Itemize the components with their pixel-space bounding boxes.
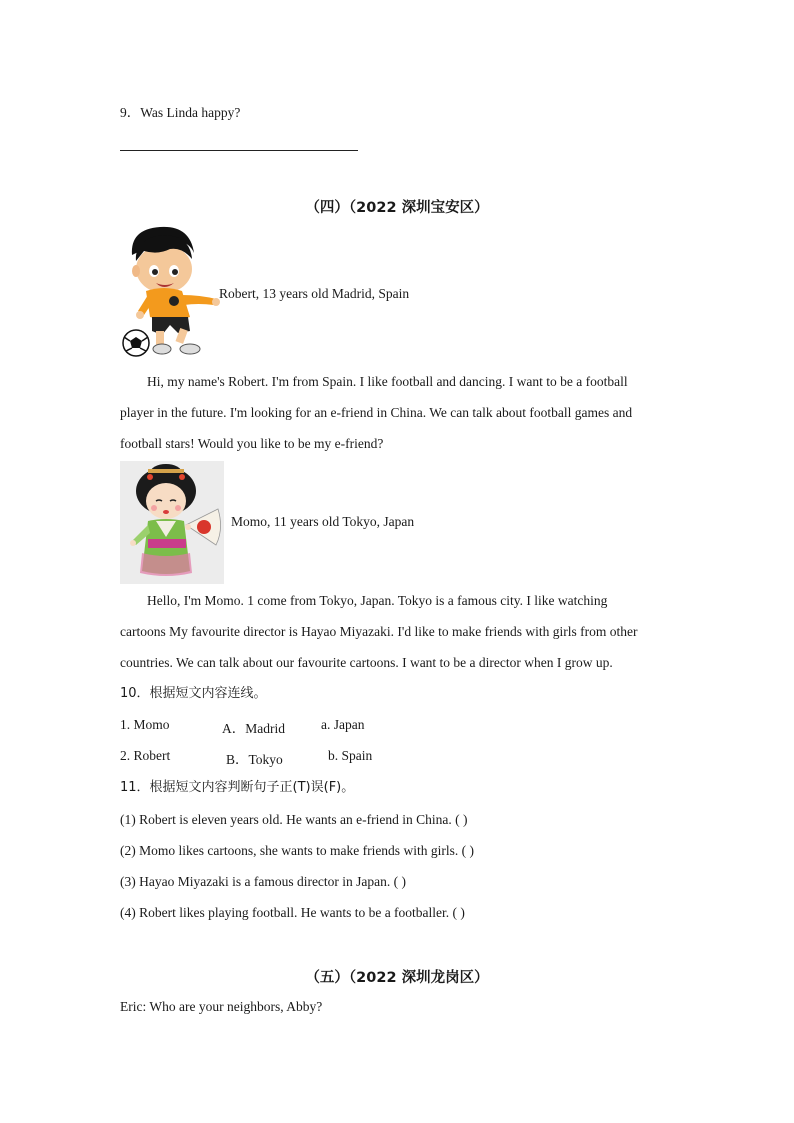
- momo-line-3: countries. We can talk about our favourite cartoons. I want to be a director when I grow up.: [120, 655, 613, 670]
- match-city: B．Tokyo: [226, 752, 283, 767]
- match-country: b. Spain: [328, 748, 373, 763]
- boy-footballer-illustration: [120, 225, 220, 360]
- robert-line-1-text: Hi, my name's Robert. I'm from Spain. I like football and dancing. I want to be a football: [147, 374, 628, 389]
- question-9: 9．Was Linda happy?: [120, 105, 241, 120]
- match-name: 2. Robert: [120, 748, 171, 763]
- robert-caption: Robert, 13 years old Madrid, Spain: [219, 286, 410, 301]
- section-4-title: （四）（2022 深圳宝安区）: [305, 200, 489, 216]
- judge-item-1: (1) Robert is eleven years old. He wants an e-friend in China. ( ): [120, 812, 468, 827]
- robert-paragraph: [120, 366, 680, 459]
- girl-kimono-illustration: [120, 461, 224, 584]
- answer-line: [120, 150, 358, 151]
- momo-caption: Momo, 11 years old Tokyo, Japan: [231, 514, 415, 529]
- judge-item-2: (2) Momo likes cartoons, she wants to make friends with girls. ( ): [120, 843, 474, 858]
- dialog-line-1: Eric: Who are your neighbors, Abby?: [120, 999, 323, 1014]
- question-11-title: 11．根据短文内容判断句子正(T)误(F)。: [120, 780, 355, 795]
- match-name: 1. Momo: [120, 717, 170, 732]
- momo-paragraph: [120, 585, 680, 678]
- judge-item-4: (4) Robert likes playing football. He wants to be a footballer. ( ): [120, 905, 465, 920]
- section-5-title: （五）（2022 深圳龙岗区）: [305, 970, 489, 986]
- match-city: A．Madrid: [222, 721, 285, 736]
- robert-line-1: [120, 366, 680, 397]
- match-country: a. Japan: [321, 717, 365, 732]
- judge-item-3: (3) Hayao Miyazaki is a famous director in Japan. ( ): [120, 874, 407, 889]
- momo-line-1-text: Hello, I'm Momo. 1 come from Tokyo, Japan. Tokyo is a famous city. I like watching: [147, 593, 608, 608]
- question-10-title: 10．根据短文内容连线。: [120, 686, 267, 701]
- momo-line-1: [120, 585, 680, 616]
- robert-line-3: football stars! Would you like to be my e-friend?: [120, 436, 384, 451]
- momo-line-2: cartoons My favourite director is Hayao Miyazaki. I'd like to make friends with girls from other: [120, 624, 638, 639]
- robert-line-2: player in the future. I'm looking for an e-friend in China. We can talk about football games and: [120, 405, 633, 420]
